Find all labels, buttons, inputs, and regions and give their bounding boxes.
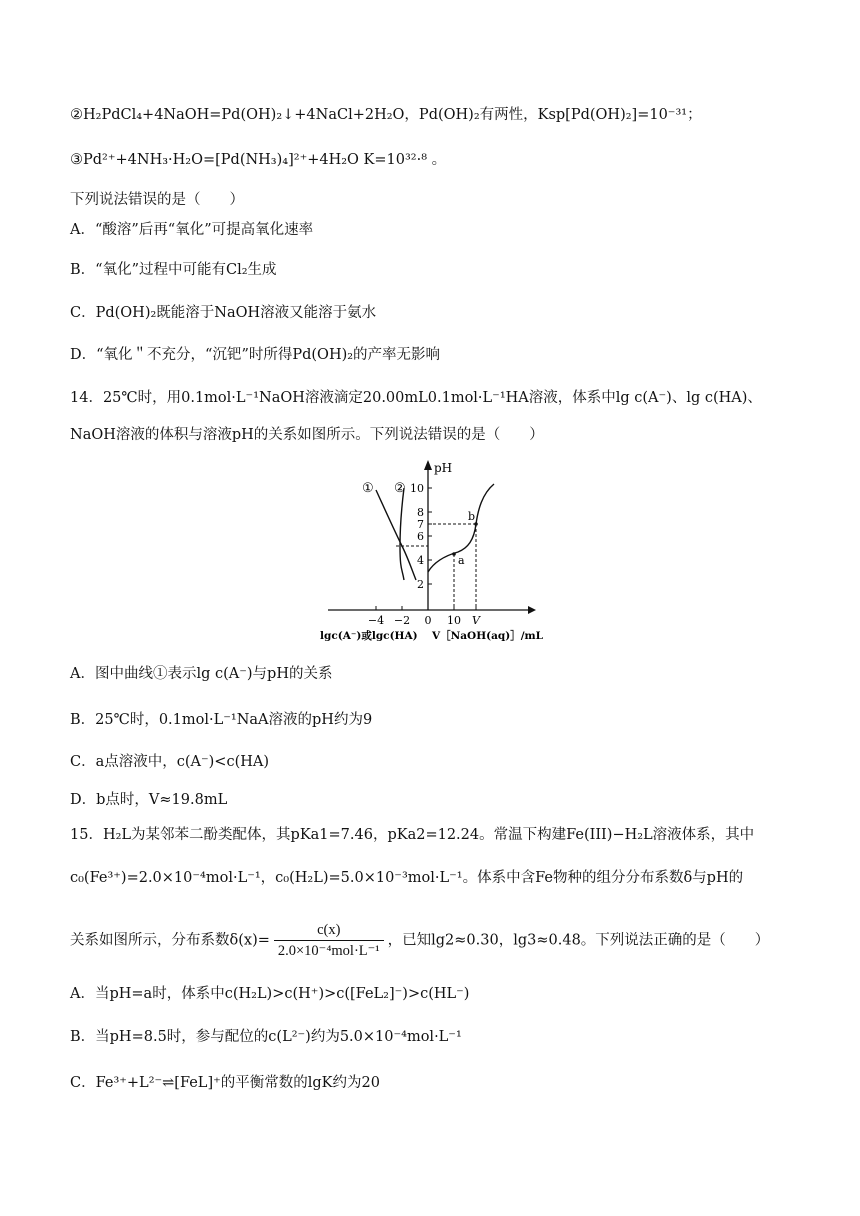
fraction-denominator: 2.0×10⁻⁴mol·L⁻¹: [277, 943, 380, 959]
y-tick-label-8: 8: [417, 506, 424, 519]
text-line-l2: ③Pd²⁺+4NH₃·H₂O=[Pd(NH₃)₄]²⁺+4H₂O K=10³²·⁸ 。: [70, 152, 447, 168]
text-line-l9: NaOH溶液的体积与溶液pH的关系如图所示。下列说法错误的是（ ）: [70, 427, 544, 443]
curve-1-label: ①: [362, 481, 374, 496]
y-tick-label-4: 4: [417, 554, 424, 567]
titration-figure: [318, 452, 558, 644]
point-a-label: a: [458, 554, 465, 567]
curve-2-label: ②: [394, 481, 406, 496]
y-tick-label-7: 7: [417, 518, 424, 531]
line16-after: ，已知lg2≈0.30，lg3≈0.48。下列说法正确的是（ ）: [387, 932, 770, 949]
point-a: [452, 552, 456, 556]
text-line-l10: A．图中曲线①表示lg c(A⁻)与pH的关系: [70, 666, 333, 682]
x-axis-arrow: [528, 606, 536, 614]
y-tick-label-10: 10: [410, 482, 424, 495]
text-line-l5: B．“氧化”过程中可能有Cl₂生成: [70, 262, 277, 278]
fraction-numerator: c(x): [274, 920, 384, 941]
text-line-l15: c₀(Fe³⁺)=2.0×10⁻⁴mol·L⁻¹，c₀(H₂L)=5.0×10⁻³mol·L⁻¹。体系中含Fe物种的组分分布系数δ与pH的: [70, 870, 744, 886]
text-line-l8: 14．25℃时，用0.1mol·L⁻¹NaOH溶液滴定20.00mL0.1mol·L⁻¹HA溶液，体系中lg c(A⁻)、lg c(HA)、: [70, 390, 762, 406]
x-tick-label-neg4: −4: [367, 614, 385, 627]
text-line-l1: ②H₂PdCl₄+4NaOH=Pd(OH)₂↓+4NaCl+2H₂O，Pd(OH)₂有两性，Ksp[Pd(OH)₂]=10⁻³¹；: [70, 107, 702, 123]
x-axis-left-label: lgc(A⁻)或lgc(HA): [320, 630, 418, 642]
y-axis-label: pH: [434, 461, 453, 475]
text-line-l7: D．“氧化＂不充分，“沉钯”时所得Pd(OH)₂的产率无影响: [70, 347, 441, 363]
curve-1: [376, 490, 416, 580]
point-b-label: b: [468, 510, 476, 523]
x-tick-label-0: 0: [424, 614, 432, 627]
text-line-l19: C．Fe³⁺+L²⁻⇌[FeL]⁺的平衡常数的lgK约为20: [70, 1075, 380, 1091]
y-tick-label-2: 2: [417, 578, 424, 591]
x-tick-label-v: V: [472, 614, 480, 627]
text-line-l3: 下列说法错误的是（ ）: [70, 192, 244, 208]
line16-before: 关系如图所示，分布系数δ(x)=: [70, 932, 270, 949]
text-line-l12: C．a点溶液中，c(A⁻)<c(HA): [70, 754, 269, 770]
delta-fraction: [274, 920, 384, 961]
y-axis-arrow: [424, 460, 432, 470]
curve-2: [400, 488, 404, 580]
text-line-l14: 15．H₂L为某邻苯二酚类配体，其pKa1=7.46，pKa2=12.24。常温下构建Fe(III)−H₂L溶液体系，其中: [70, 827, 755, 843]
y-tick-label-6: 6: [417, 530, 424, 543]
text-line-l6: C．Pd(OH)₂既能溶于NaOH溶液又能溶于氨水: [70, 305, 377, 321]
q15-delta-definition: [70, 920, 820, 961]
text-line-l18: B．当pH=8.5时，参与配位的c(L²⁻)约为5.0×10⁻⁴mol·L⁻¹: [70, 1029, 462, 1045]
text-line-l11: B．25℃时，0.1mol·L⁻¹NaA溶液的pH约为9: [70, 712, 373, 728]
x-axis-right-label: V［NaOH(aq)］/mL: [432, 630, 544, 642]
text-line-l13: D．b点时，V≈19.8mL: [70, 792, 228, 808]
x-tick-label-neg2: −2: [393, 614, 411, 627]
text-line-l17: A．当pH=a时，体系中c(H₂L)>c(H⁺)>c([FeL₂]⁻)>c(HL⁻): [70, 986, 470, 1002]
x-tick-label-10: 10: [447, 614, 461, 627]
text-line-l4: A．“酸溶”后再“氧化”可提高氧化速率: [70, 222, 314, 238]
